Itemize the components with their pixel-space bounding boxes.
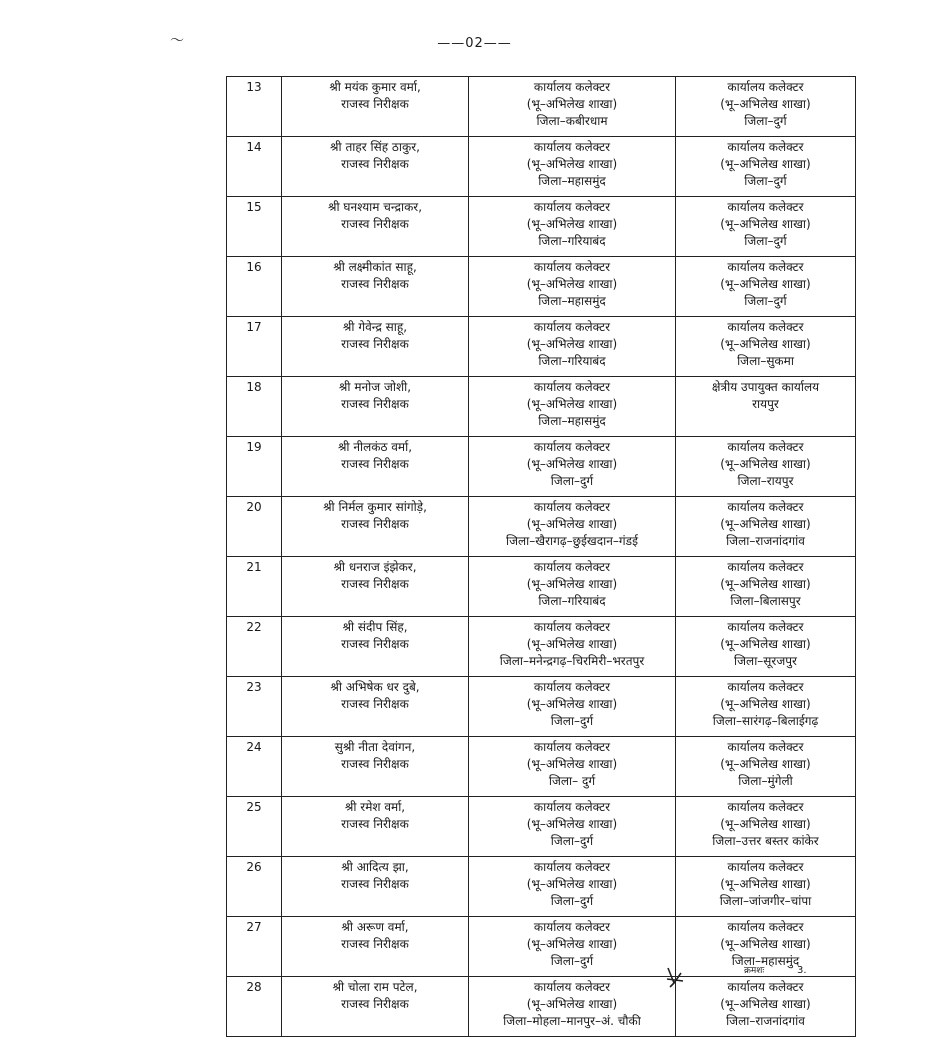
current-posting-line: कार्यालय कलेक्टर [533, 740, 611, 754]
current-posting-line: जिला–दुर्ग [550, 714, 594, 728]
new-posting-cell [676, 137, 856, 197]
current-posting-line: कार्यालय कलेक्टर [533, 620, 611, 634]
new-posting-cell [676, 977, 856, 1037]
continued-label: क्रमशः [744, 966, 765, 976]
current-posting-line: (भू–अभिलेख शाखा) [526, 997, 618, 1011]
current-posting-line: जिला–कबीरधाम [536, 114, 608, 128]
employee-designation: राजस्व निरीक्षक [341, 817, 409, 831]
table-row [227, 977, 856, 1037]
new-posting-cell [676, 617, 856, 677]
serial-number: 13 [227, 77, 282, 137]
new-posting-line: कार्यालय कलेक्टर [727, 200, 804, 214]
employee-designation: राजस्व निरीक्षक [341, 877, 409, 891]
table-row [227, 437, 856, 497]
employee-designation: राजस्व निरीक्षक [341, 217, 409, 231]
table-row [227, 317, 856, 377]
new-posting-line: कार्यालय कलेक्टर [727, 980, 804, 994]
signature-mark [664, 965, 686, 991]
serial-number: 14 [227, 137, 282, 197]
new-posting-cell [676, 917, 856, 977]
current-posting-cell [469, 617, 676, 677]
employee-designation: राजस्व निरीक्षक [341, 277, 409, 291]
employee-designation: राजस्व निरीक्षक [341, 937, 409, 951]
new-posting-line: जिला–जांजगीर–चांपा [719, 894, 812, 908]
current-posting-line: (भू–अभिलेख शाखा) [526, 397, 618, 411]
current-posting-line: जिला–गरियाबंद [538, 234, 606, 248]
table-row [227, 617, 856, 677]
current-posting-line: (भू–अभिलेख शाखा) [526, 757, 618, 771]
table-row [227, 197, 856, 257]
serial-number: 23 [227, 677, 282, 737]
new-posting-cell [676, 317, 856, 377]
new-posting-line: (भू–अभिलेख शाखा) [720, 817, 811, 831]
serial-number: 22 [227, 617, 282, 677]
new-posting-cell [676, 437, 856, 497]
table-body [227, 77, 856, 1037]
new-posting-line: जिला–दुर्ग [744, 234, 787, 248]
current-posting-line: (भू–अभिलेख शाखा) [526, 277, 618, 291]
current-posting-line: (भू–अभिलेख शाखा) [526, 517, 618, 531]
new-posting-line: (भू–अभिलेख शाखा) [720, 517, 811, 531]
current-posting-cell [469, 737, 676, 797]
current-posting-line: कार्यालय कलेक्टर [533, 80, 611, 94]
current-posting-line: (भू–अभिलेख शाखा) [526, 337, 618, 351]
serial-number: 18 [227, 377, 282, 437]
current-posting-line: कार्यालय कलेक्टर [533, 920, 611, 934]
new-posting-line: रायपुर [752, 397, 779, 411]
employee-cell [282, 137, 469, 197]
current-posting-cell [469, 797, 676, 857]
page-number: ——02—— [437, 36, 512, 51]
employee-name: श्री ताहर सिंह ठाकुर, [330, 140, 420, 154]
current-posting-line: (भू–अभिलेख शाखा) [526, 157, 618, 171]
current-posting-line: कार्यालय कलेक्टर [533, 500, 611, 514]
employee-designation: राजस्व निरीक्षक [341, 997, 409, 1011]
current-posting-line: कार्यालय कलेक्टर [533, 380, 611, 394]
new-posting-cell [676, 197, 856, 257]
new-posting-line: जिला–मुंगेली [738, 774, 793, 788]
new-posting-line: जिला–राजनांदगांव [726, 534, 805, 548]
new-posting-line: (भू–अभिलेख शाखा) [720, 757, 811, 771]
serial-number: 25 [227, 797, 282, 857]
new-posting-line: जिला–दुर्ग [744, 294, 787, 308]
current-posting-cell [469, 197, 676, 257]
serial-number: 24 [227, 737, 282, 797]
new-posting-line: कार्यालय कलेक्टर [727, 560, 804, 574]
employee-name: श्री संदीप सिंह, [342, 620, 408, 634]
employee-name: श्री अभिषेक धर दुबे, [330, 680, 420, 694]
transfer-table [226, 76, 856, 1037]
current-posting-line: (भू–अभिलेख शाखा) [526, 697, 618, 711]
table-row [227, 797, 856, 857]
current-posting-line: कार्यालय कलेक्टर [533, 140, 611, 154]
current-posting-line: (भू–अभिलेख शाखा) [526, 457, 618, 471]
current-posting-line: (भू–अभिलेख शाखा) [526, 97, 618, 111]
serial-number: 15 [227, 197, 282, 257]
new-posting-line: कार्यालय कलेक्टर [727, 740, 804, 754]
table-row [227, 77, 856, 137]
current-posting-cell [469, 257, 676, 317]
current-posting-line: (भू–अभिलेख शाखा) [526, 577, 618, 591]
new-posting-line: जिला–रायपुर [737, 474, 794, 488]
employee-designation: राजस्व निरीक्षक [341, 757, 409, 771]
new-posting-line: जिला–बिलासपुर [730, 594, 801, 608]
employee-name: श्री निर्मल कुमार सांगोड़े, [323, 500, 427, 514]
employee-cell [282, 437, 469, 497]
current-posting-line: जिला–दुर्ग [550, 834, 594, 848]
employee-designation: राजस्व निरीक्षक [341, 517, 409, 531]
current-posting-cell [469, 437, 676, 497]
new-posting-line: (भू–अभिलेख शाखा) [720, 937, 811, 951]
employee-cell [282, 737, 469, 797]
new-posting-line: (भू–अभिलेख शाखा) [720, 637, 811, 651]
current-posting-line: जिला–दुर्ग [550, 894, 594, 908]
table-row [227, 497, 856, 557]
employee-name: श्री धनराज इंझेकर, [333, 560, 417, 574]
new-posting-cell [676, 737, 856, 797]
current-posting-cell [469, 677, 676, 737]
current-posting-line: कार्यालय कलेक्टर [533, 560, 611, 574]
current-posting-line: जिला–मोहला–मानपुर–अं. चौकी [503, 1014, 641, 1028]
new-posting-line: (भू–अभिलेख शाखा) [720, 337, 811, 351]
serial-number: 16 [227, 257, 282, 317]
current-posting-cell [469, 137, 676, 197]
serial-number: 27 [227, 917, 282, 977]
current-posting-line: कार्यालय कलेक्टर [533, 860, 611, 874]
current-posting-line: कार्यालय कलेक्टर [533, 260, 611, 274]
current-posting-line: जिला–महासमुंद [538, 414, 606, 428]
employee-name: श्री गेवेन्द्र साहू, [342, 320, 408, 334]
employee-cell [282, 617, 469, 677]
current-posting-cell [469, 917, 676, 977]
current-posting-line: जिला–दुर्ग [550, 954, 594, 968]
employee-name: श्री मयंक कुमार वर्मा, [329, 80, 421, 94]
employee-designation: राजस्व निरीक्षक [341, 577, 409, 591]
employee-cell [282, 797, 469, 857]
new-posting-line: जिला–सूरजपुर [734, 654, 797, 668]
current-posting-cell [469, 77, 676, 137]
employee-name: श्री आदित्य झा, [341, 860, 409, 874]
new-posting-cell [676, 497, 856, 557]
table-row [227, 377, 856, 437]
table-row [227, 257, 856, 317]
new-posting-line: जिला–राजनांदगांव [726, 1014, 805, 1028]
employee-cell [282, 317, 469, 377]
new-posting-line: (भू–अभिलेख शाखा) [720, 157, 811, 171]
employee-cell [282, 977, 469, 1037]
new-posting-line: (भू–अभिलेख शाखा) [720, 997, 811, 1011]
current-posting-line: जिला–महासमुंद [538, 174, 606, 188]
employee-name: श्री लक्ष्मीकांत साहू, [333, 260, 417, 274]
employee-designation: राजस्व निरीक्षक [341, 637, 409, 651]
new-posting-cell [676, 797, 856, 857]
current-posting-line: कार्यालय कलेक्टर [533, 440, 611, 454]
current-posting-line: (भू–अभिलेख शाखा) [526, 937, 618, 951]
current-posting-line: जिला– दुर्ग [548, 774, 596, 788]
employee-designation: राजस्व निरीक्षक [341, 397, 409, 411]
employee-name: श्री नीलकंठ वर्मा, [337, 440, 413, 454]
new-posting-line: जिला–दुर्ग [744, 114, 787, 128]
current-posting-line: कार्यालय कलेक्टर [533, 680, 611, 694]
current-posting-line: जिला–महासमुंद [538, 294, 606, 308]
employee-designation: राजस्व निरीक्षक [341, 697, 409, 711]
new-posting-line: (भू–अभिलेख शाखा) [720, 97, 811, 111]
employee-cell [282, 77, 469, 137]
current-posting-line: जिला–मनेन्द्रगढ़–चिरमिरी–भरतपुर [499, 654, 645, 668]
new-posting-line: (भू–अभिलेख शाखा) [720, 217, 811, 231]
employee-name: श्री मनोज जोशी, [338, 380, 412, 394]
new-posting-cell [676, 557, 856, 617]
serial-number: 21 [227, 557, 282, 617]
current-posting-line: जिला–गरियाबंद [538, 354, 606, 368]
current-posting-line: (भू–अभिलेख शाखा) [526, 877, 618, 891]
next-page-number: 3. [797, 965, 807, 976]
current-posting-cell [469, 557, 676, 617]
current-posting-line: जिला–गरियाबंद [538, 594, 606, 608]
employee-cell [282, 377, 469, 437]
new-posting-line: (भू–अभिलेख शाखा) [720, 577, 811, 591]
current-posting-line: कार्यालय कलेक्टर [533, 980, 611, 994]
employee-designation: राजस्व निरीक्षक [341, 157, 409, 171]
employee-cell [282, 497, 469, 557]
new-posting-cell [676, 257, 856, 317]
current-posting-cell [469, 497, 676, 557]
new-posting-line: जिला–सारंगढ़–बिलाईगढ़ [712, 714, 819, 728]
new-posting-line: कार्यालय कलेक्टर [727, 920, 804, 934]
employee-designation: राजस्व निरीक्षक [341, 97, 409, 111]
employee-designation: राजस्व निरीक्षक [341, 457, 409, 471]
employee-cell [282, 917, 469, 977]
employee-name: श्री रमेश वर्मा, [344, 800, 406, 814]
current-posting-cell [469, 317, 676, 377]
serial-number: 26 [227, 857, 282, 917]
new-posting-cell [676, 857, 856, 917]
new-posting-line: (भू–अभिलेख शाखा) [720, 877, 811, 891]
new-posting-line: कार्यालय कलेक्टर [727, 680, 804, 694]
serial-number: 20 [227, 497, 282, 557]
current-posting-cell [469, 857, 676, 917]
employee-cell [282, 197, 469, 257]
current-posting-line: (भू–अभिलेख शाखा) [526, 217, 618, 231]
new-posting-line: कार्यालय कलेक्टर [727, 860, 804, 874]
serial-number: 19 [227, 437, 282, 497]
current-posting-cell [469, 977, 676, 1037]
current-posting-line: कार्यालय कलेक्टर [533, 800, 611, 814]
new-posting-line: कार्यालय कलेक्टर [727, 80, 804, 94]
current-posting-line: जिला–दुर्ग [550, 474, 594, 488]
new-posting-cell [676, 677, 856, 737]
employee-name: श्री चोला राम पटेल, [332, 980, 418, 994]
employee-cell [282, 557, 469, 617]
new-posting-line: (भू–अभिलेख शाखा) [720, 697, 811, 711]
new-posting-line: जिला–दुर्ग [744, 174, 787, 188]
table-row [227, 137, 856, 197]
employee-designation: राजस्व निरीक्षक [341, 337, 409, 351]
new-posting-line: (भू–अभिलेख शाखा) [720, 457, 811, 471]
employee-name: श्री घनश्याम चन्द्राकर, [327, 200, 423, 214]
current-posting-cell [469, 377, 676, 437]
current-posting-line: कार्यालय कलेक्टर [533, 200, 611, 214]
serial-number: 17 [227, 317, 282, 377]
employee-cell [282, 677, 469, 737]
new-posting-cell [676, 77, 856, 137]
current-posting-line: जिला–खैरागढ़–छुईखदान–गंडई [506, 534, 638, 548]
serial-number: 28 [227, 977, 282, 1037]
new-posting-line: कार्यालय कलेक्टर [727, 440, 804, 454]
table-row [227, 557, 856, 617]
employee-cell [282, 257, 469, 317]
new-posting-line: क्षेत्रीय उपायुक्त कार्यालय [711, 380, 820, 394]
table-row [227, 857, 856, 917]
new-posting-cell [676, 377, 856, 437]
stray-mark: 〜 [170, 33, 184, 49]
new-posting-line: कार्यालय कलेक्टर [727, 800, 804, 814]
new-posting-line: जिला–महासमुंद [731, 954, 800, 968]
new-posting-line: कार्यालय कलेक्टर [727, 260, 804, 274]
new-posting-line: (भू–अभिलेख शाखा) [720, 277, 811, 291]
new-posting-line: कार्यालय कलेक्टर [727, 140, 804, 154]
current-posting-line: कार्यालय कलेक्टर [533, 320, 611, 334]
new-posting-line: कार्यालय कलेक्टर [727, 500, 804, 514]
new-posting-line: जिला–सुकमा [737, 354, 794, 368]
new-posting-line: कार्यालय कलेक्टर [727, 320, 804, 334]
current-posting-line: (भू–अभिलेख शाखा) [526, 817, 618, 831]
employee-name: श्री अरूण वर्मा, [341, 920, 409, 934]
current-posting-line: (भू–अभिलेख शाखा) [526, 637, 618, 651]
employee-name: सुश्री नीता देवांगन, [334, 740, 416, 754]
new-posting-line: जिला–उत्तर बस्तर कांकेर [712, 834, 819, 848]
table-row [227, 677, 856, 737]
employee-cell [282, 857, 469, 917]
new-posting-line: कार्यालय कलेक्टर [727, 620, 804, 634]
table-row [227, 737, 856, 797]
